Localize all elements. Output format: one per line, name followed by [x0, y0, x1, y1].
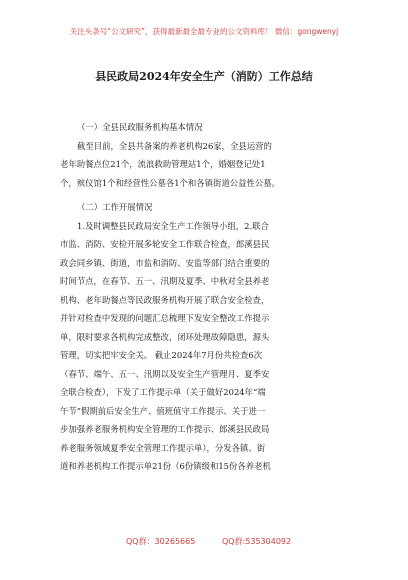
text-line: 老年助餐点位21个，流浪救助管理站1个，婚姻登记处1: [60, 159, 266, 169]
text-line: （春节、端午、五一、汛期以及安全生产管理月、夏季安: [60, 368, 270, 379]
text-line: 午节”假期前后安全生产、值班值守工作提示、关于进一: [60, 405, 266, 416]
footer-qq-left: QQ群：30265665: [126, 537, 196, 546]
text-line: 政会同乡镇、街道，市监和消防、安监等部门结合重要的: [60, 257, 270, 268]
document-title: 县民政局2024年安全生产（消防）工作总结: [95, 70, 313, 83]
text-line: 道和养老机构工作提示单21份（6份镇级和15份各养老机: [60, 461, 271, 471]
text-line: 1.及时调整县民政局安全生产工作领导小组，2.联合: [77, 220, 269, 231]
document-body: [60, 118, 360, 476]
text-line: 时间节点，在春节、五一、汛期及夏季、中秋对全县养老: [60, 276, 270, 286]
section1-paragraph: [60, 137, 360, 193]
text-line: 步加强养老服务机构安全管理的工作提示、郎溪县民政局: [60, 424, 270, 434]
section2-heading: （二）工作开展情况: [77, 202, 153, 212]
text-line: 个，殡仪馆1个和经营性公墓各1个和各镇街道公益性公墓。: [60, 177, 281, 188]
text-line: 养老服务领域夏季安全管理工作提示单），分发各镇、街: [60, 442, 266, 453]
text-line: 市监、消防、安检开展多轮安全工作联合检查，郎溪县民: [60, 239, 270, 249]
text-line: 单，限时要求各机构完成整改，闭环处理故障隐患，源头: [60, 331, 270, 342]
text-line: 截至目前，全县共备案的养老机构26家，全县运营的: [77, 140, 272, 151]
text-line: 机构、老年助餐点等民政服务机构开展了联合安全检查，: [60, 294, 270, 305]
section2-paragraph: [60, 217, 360, 476]
text-line: 管理，切实把牢安全关。 截止2024年7月份共检查6次: [60, 350, 263, 360]
footer-qq-right: QQ群:535304092: [222, 537, 292, 546]
text-line: 并针对检查中发现的问题汇总梳理下发安全整改工作提示: [60, 313, 270, 323]
text-line: 全联合检查），下发了工作提示单（关于做好2024年“端: [60, 387, 266, 397]
section1-heading: （一）全县民政服务机构基本情况: [77, 122, 203, 132]
header-promo-note: 关注头条号“公文研究”，获得最新最全最专业的公文资料库！ 微信：gongwenyj: [69, 27, 339, 36]
